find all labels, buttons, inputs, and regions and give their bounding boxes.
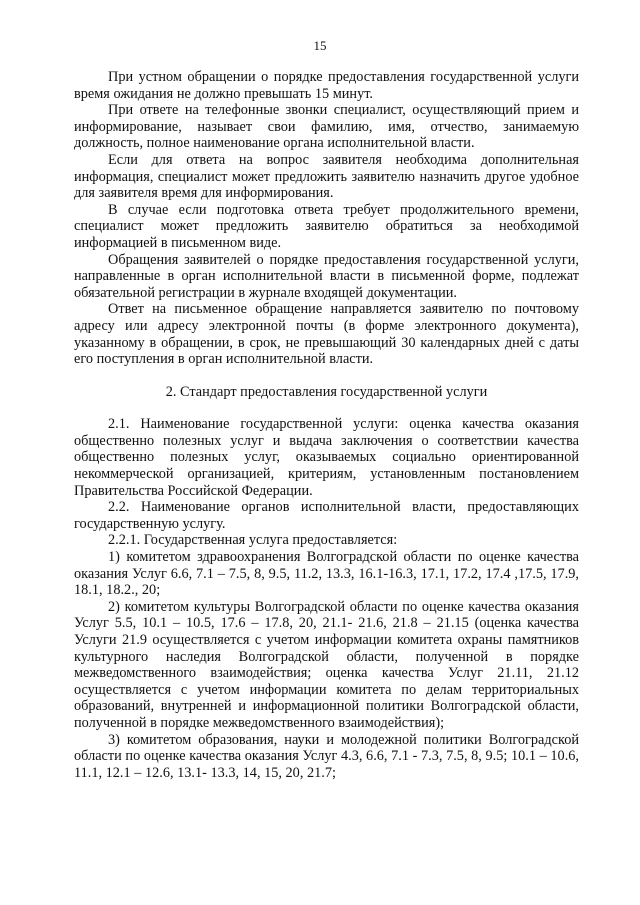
paragraph-additional-info: Если для ответа на вопрос заявителя необходима дополнительная информация, специалист может предложить заявителю назначить другое удобное для заявителя время для информирования. bbox=[74, 151, 579, 202]
paragraph-service-provided-by: 2.2.1. Государственная услуга предоставляется: bbox=[108, 532, 398, 549]
section-heading: 2. Стандарт предоставления государственной услуги bbox=[165, 383, 488, 400]
list-item-health-committee: 1) комитетом здравоохранения Волгоградской области по оценке качества оказания Услуг 6.6, 7.1 – 7.5, 8, 9.5, 11.2, 13.3, 16.1-16.3, 17.1, 17.2, 17.4 ,17.5, 17.9, 18.1, 18.2., 20; bbox=[74, 549, 579, 599]
paragraph-phone-answer: При ответе на телефонные звонки специалист, осуществляющий прием и информирование, называет свои фамилию, имя, отчество, занимаемую должность, полное наименование органа исполнительной власти. bbox=[74, 102, 579, 152]
paragraph-written-answer: Ответ на письменное обращение направляется заявителю по почтовому адресу или адресу электронной почты (в форме электронного документа), указанному в обращении, в срок, не превышающий 30 календарных дней с даты его поступления в орган исполнительной власти. bbox=[74, 301, 579, 368]
paragraph-oral-inquiry-wait-time: При устном обращении о порядке предоставления государственной услуги время ожидания не должно превышать 15 минут. bbox=[74, 69, 579, 102]
document-body bbox=[74, 69, 579, 781]
list-item-education-committee: 3) комитетом образования, науки и молодежной политики Волгоградской области по оценке качества оказания Услуг 4.3, 6.6, 7.1 - 7.3, 7.5, 8, 9.5; 10.1 – 10.6, 11.1, 12.1 – 12.6, 13.1- 13.3, 14, 15, 20, 21.7; bbox=[74, 731, 579, 781]
paragraph-long-preparation: В случае если подготовка ответа требует продолжительного времени, специалист может предложить заявителю обратиться за необходимой информацией в письменном виде. bbox=[74, 201, 579, 251]
paragraph-written-requests: Обращения заявителей о порядке предоставления государственной услуги, направленные в орган исполнительной власти в письменной форме, подлежат обязательной регистрации в журнале входящей документации. bbox=[74, 251, 579, 301]
page-number: 15 bbox=[313, 38, 327, 53]
list-item-culture-committee: 2) комитетом культуры Волгоградской области по оценке качества оказания Услуг 5.5, 10.1 – 10.5, 17.6 – 17.8, 20, 21.1- 21.6, 21.8 – 21.15 (оценка качества Услуги 21.9 осуществляется с учетом информации комитета охраны памятников культурного наследия Волгоградской области, полученной в порядке межведомственного взаимодействия; оценка качества Услуг 21.11, 21.12 осуществляется с учетом информации комитета по делам территориальных образований, внутренней и информационной политики Волгоградской области, полученной в порядке межведомственного взаимодействия); bbox=[74, 598, 579, 731]
paragraph-service-name: 2.1. Наименование государственной услуги: оценка качества оказания общественно полезных услуг и выдача заключения о соответствии качества общественно полезных услуг, оказываемых социально ориентированной некоммерческой организацией, критериям, установленным постановлением Правительства Российской Федерации. bbox=[74, 416, 579, 499]
paragraph-authorities-name: 2.2. Наименование органов исполнительной власти, предоставляющих государственную услугу. bbox=[74, 499, 579, 532]
